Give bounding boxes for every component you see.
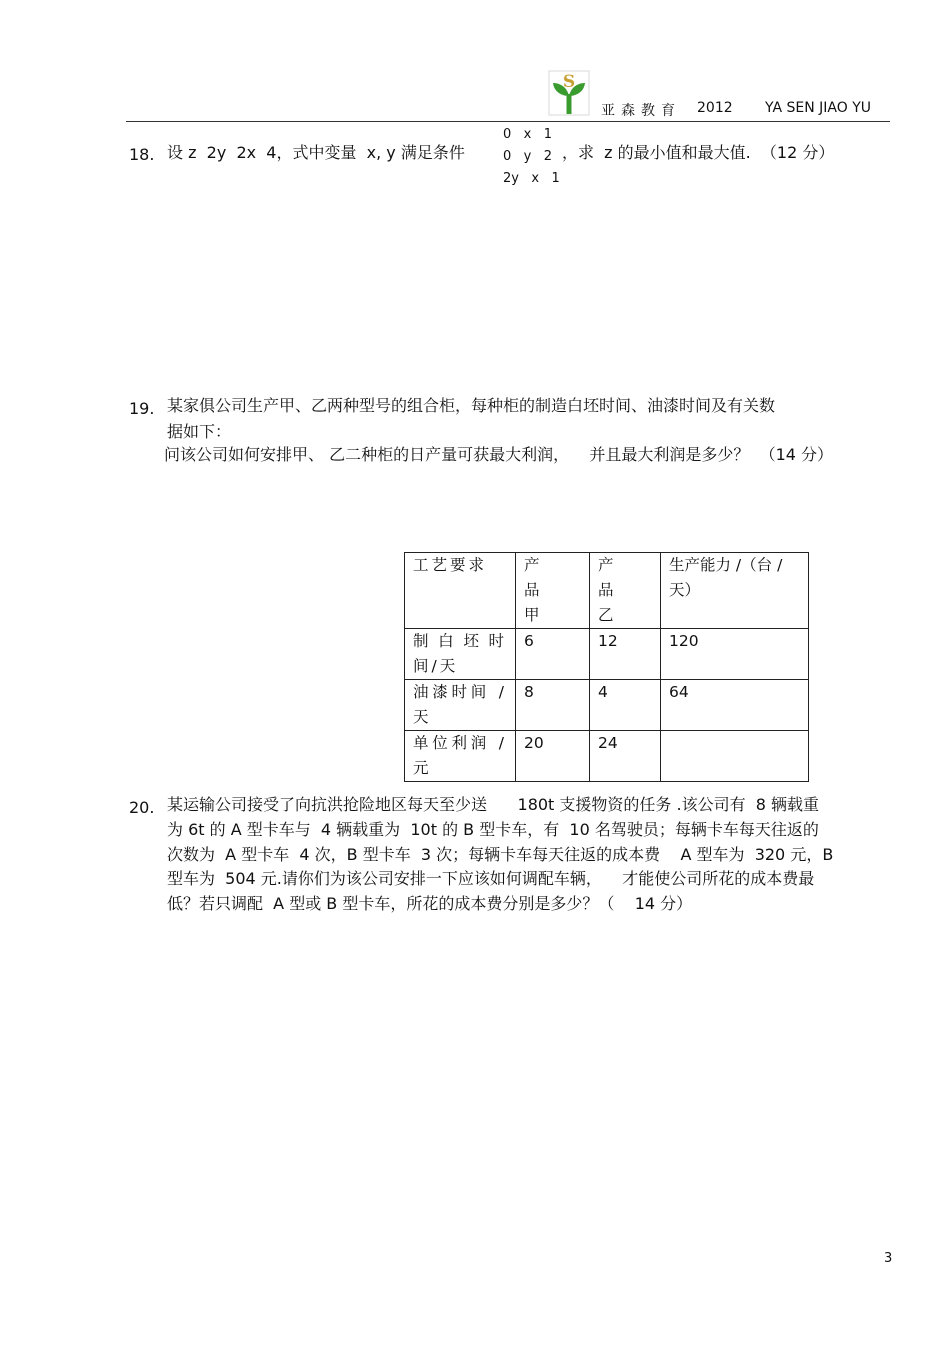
table-cell: 24 [590,731,661,782]
table-cell: 120 [661,629,809,680]
q20-line-3: 次数为 A 型卡车 4 次，B 型卡车 3 次；每辆卡车每天往返的成本费 A 型车为 320 元，B [167,845,834,864]
brand-en: YA SEN JIAO YU [765,100,872,116]
table-header: 产品甲 [516,553,590,629]
page-number: 3 [884,1251,893,1266]
q19-line-1: 某家俱公司生产甲、乙两种型号的组合柜，每种柜的制造白坯时间、油漆时间及有关数 [167,396,776,415]
table-cell: 制白坯时间/天 [405,629,516,680]
brand-year: 2012 [697,100,733,116]
table-cell: 4 [590,680,661,731]
q20-line-1: 某运输公司接受了向抗洪抢险地区每天至少送 180t 支援物资的任务 .该公司有 8 辆载重 [167,795,820,814]
table-cell: 12 [590,629,661,680]
q20-line-2: 为 6t 的 A 型卡车与 4 辆载重为 10t 的 B 型卡车，有 10 名驾驶员；每辆卡车每天往返的 [167,820,819,839]
table-cell: 单位利润 / 元 [405,731,516,782]
header-rule [126,121,890,122]
logo [548,70,590,116]
q18-tail: ，求 z 的最小值和最大值. （12 分） [562,143,835,162]
table-cell: 64 [661,680,809,731]
table-cell: 油漆时间 / 天 [405,680,516,731]
q20-line-4: 型车为 504 元.请你们为该公司安排一下应该如何调配车辆， 才能使公司所花的成本费最 [167,869,815,888]
table-cell: 20 [516,731,590,782]
q19-question: 问该公司如何安排甲、 乙二种柜的日产量可获最大利润， 并且最大利润是多少？ （14 分） [164,445,834,464]
process-table [404,552,809,782]
table-cell [661,731,809,782]
table-cell: 8 [516,680,590,731]
q18-condition-3: 2y x 1 [503,171,560,186]
table-row [405,680,809,731]
brand-cn: 亚森教育 [601,103,681,119]
table-header: 生产能力 /（台 / 天） [661,553,809,629]
q20-line-5: 低？若只调配 A 型或 B 型卡车，所花的成本费分别是多少？（ 14 分） [167,894,693,913]
q19-number: 19. [129,399,155,418]
logo-letter: S [562,72,576,92]
q19-line-2: 据如下： [167,422,232,441]
sprout-logo-icon [548,70,590,116]
table-header: 工艺要求 [405,553,516,629]
q18-text: 设 z 2y 2x 4，式中变量 x, y 满足条件 [167,143,465,162]
table-header-row [405,553,809,629]
q18-condition-2: 0 y 2 [503,149,553,164]
table-header: 产品乙 [590,553,661,629]
table-row [405,629,809,680]
table-row [405,731,809,782]
q18-number: 18. [129,145,155,164]
q20-number: 20. [129,798,155,817]
q18-condition-1: 0 x 1 [503,127,553,142]
table-cell: 6 [516,629,590,680]
